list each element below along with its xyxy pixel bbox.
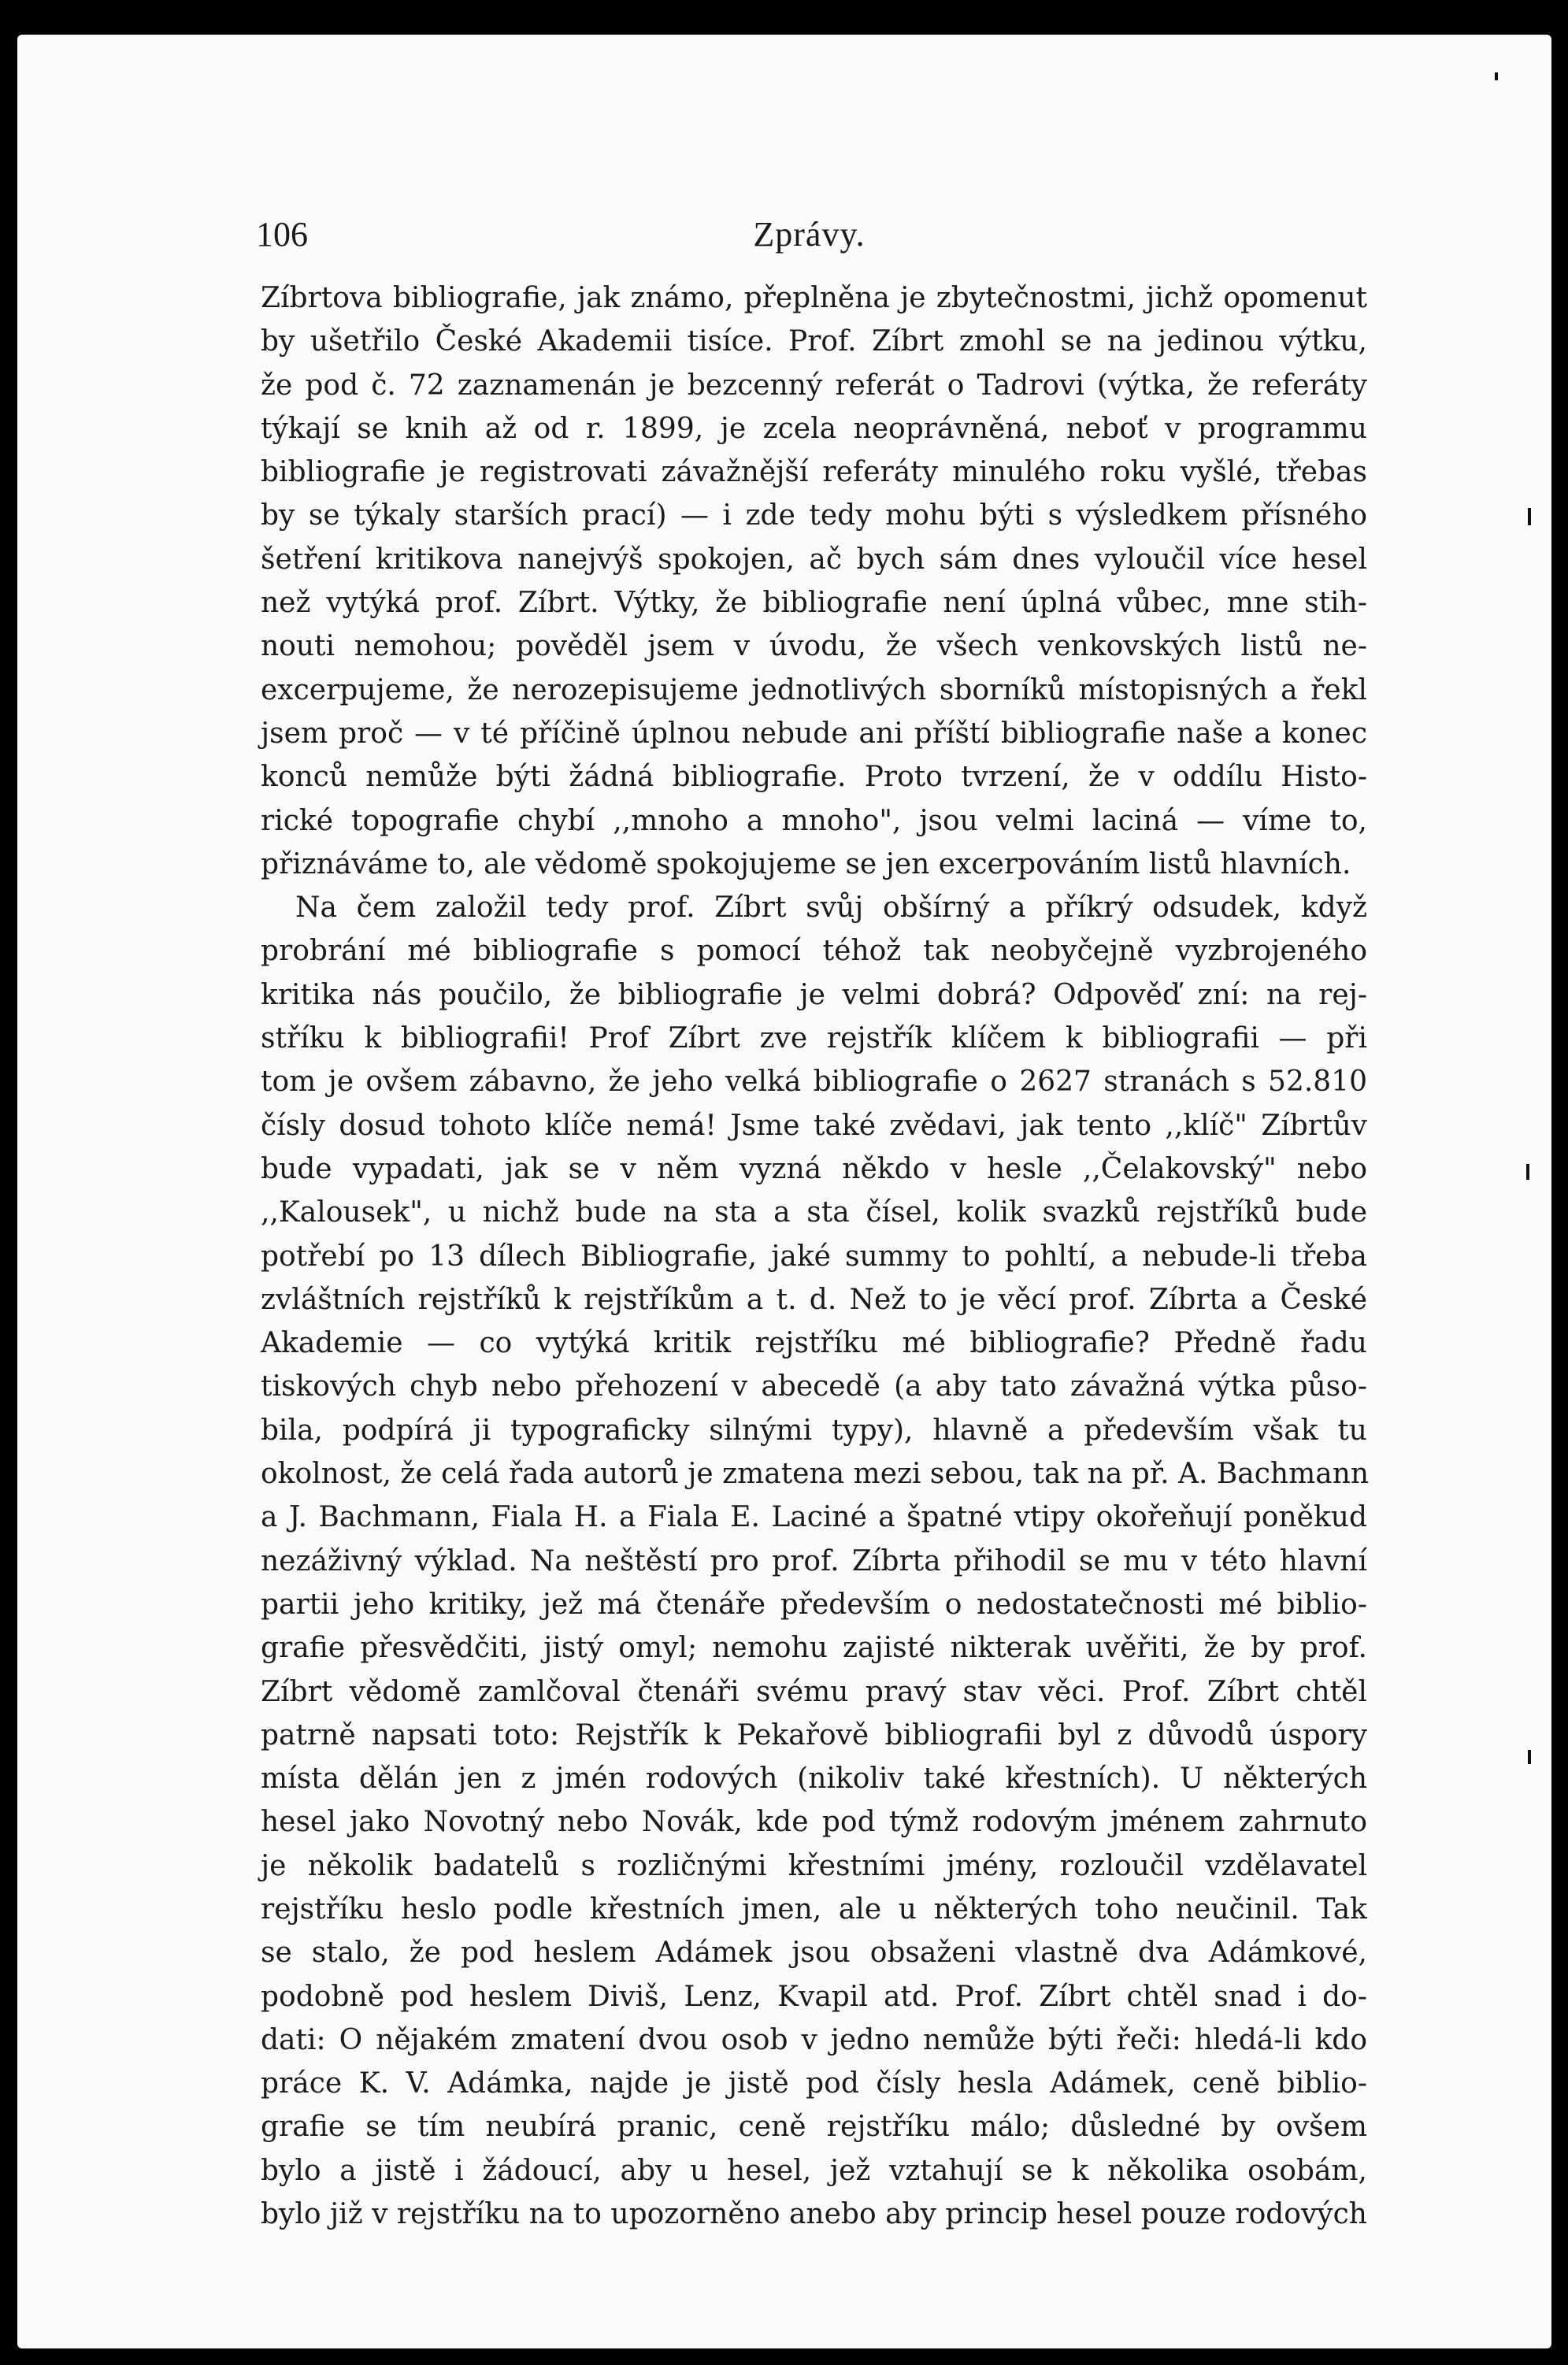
text-line: šetření kritikova nanejvýš spokojen, ač bych sám dnes vyloučil více hesel <box>261 543 1367 576</box>
text-line: grafie přesvědčiti, jistý omyl; nemohu zajisté nikterak uvěřiti, že by prof. <box>261 1632 1367 1665</box>
scan-mark <box>1495 72 1498 80</box>
body-text <box>261 276 1370 2236</box>
scan-mark <box>1526 1164 1529 1180</box>
text-line: probrání mé bibliografie s pomocí téhož tak neobyčejně vyzbrojeného <box>261 935 1367 968</box>
text-line: okolnost, že celá řada autorů je zmatena mezi sebou, tak na př. A. Bachmann <box>261 1458 1370 1491</box>
text-line: konců nemůže býti žádná bibliografie. Proto tvrzení, že v oddílu Histo- <box>261 761 1367 794</box>
text-line: hesel jako Novotný nebo Novák, kde pod týmž rodovým jménem zahrnuto <box>261 1806 1367 1839</box>
text-line: Akademie — co vytýká kritik rejstříku mé bibliografie? Předně řadu <box>261 1327 1367 1360</box>
text-line: grafie se tím neubírá pranic, ceně rejstříku málo; důsledné by ovšem <box>261 2111 1367 2144</box>
text-line: tom je ovšem zábavno, že jeho velká bibliografie o 2627 stranách s 52.810 <box>261 1066 1367 1099</box>
text-line: bila, podpírá ji typograficky silnými typy), hlavně a především však tu <box>261 1414 1367 1447</box>
text-line: by ušetřilo České Akademii tisíce. Prof. Zíbrt zmohl se na jedinou výtku, <box>261 325 1367 358</box>
text-line: než vytýká prof. Zíbrt. Výtky, že bibliografie není úplná vůbec, mne stih- <box>261 587 1367 620</box>
text-line: čísly dosud tohoto klíče nemá! Jsme také zvědavi, jak tento ,,klíč" Zíbrtův <box>261 1109 1367 1142</box>
text-line: bude vypadati, jak se v něm vyzná někdo v hesle ,,Čelakovský" nebo <box>261 1152 1367 1185</box>
text-line: práce K. V. Adámka, najde je jistě pod čísly hesla Adámek, ceně biblio- <box>261 2067 1367 2100</box>
text-line: Zíbrt vědomě zamlčoval čtenáři svému pravý stav věci. Prof. Zíbrt chtěl <box>261 1675 1367 1708</box>
text-line: rejstříku heslo podle křestních jmen, ale u některých toho neučinil. Tak <box>261 1892 1367 1926</box>
text-line: se stalo, že pod heslem Adámek jsou obsaženi vlastně dva Adámkové, <box>261 1937 1367 1970</box>
text-line: je několik badatelů s rozličnými křestními jmény, rozloučil vzdělavatel <box>261 1849 1367 1882</box>
text-line: týkají se knih až od r. 1899, je zcela neoprávněná, neboť v programmu <box>261 412 1367 445</box>
text-line: přiznáváme to, ale vědomě spokojujeme se jen excerpováním listů hlavních. <box>261 847 1351 880</box>
text-line: zvláštních rejstříků k rejstříkům a t. d. Než to je věcí prof. Zíbrta a České <box>261 1283 1367 1316</box>
text-line: dati: O nějakém zmatení dvou osob v jedno nemůže býti řeči: hledá-li kdo <box>261 2023 1367 2056</box>
text-line: a J. Bachmann, Fiala H. a Fiala E. Laciné a špatné vtipy okořeňují poněkud <box>261 1501 1367 1534</box>
text-line: partii jeho kritiky, jež má čtenáře především o nedostatečnosti mé biblio- <box>261 1588 1367 1621</box>
text-line: podobně pod heslem Diviš, Lenz, Kvapil atd. Prof. Zíbrt chtěl snad i do- <box>261 1980 1367 2013</box>
text-line: stříku k bibliografii! Prof Zíbrt zve rejstřík klíčem k bibliografii — při <box>261 1022 1367 1055</box>
text-line: bylo již v rejstříku na to upozorněno anebo aby princip hesel pouze rodových <box>261 2198 1367 2231</box>
text-line: tiskových chyb nebo přehození v abecedě (a aby tato závažná výtka půso- <box>261 1370 1367 1403</box>
text-line: místa dělán jen z jmén rodových (nikoliv také křestních). U některých <box>261 1763 1367 1796</box>
scan-mark <box>1528 508 1531 525</box>
text-line: by se týkaly starších prací) — i zde tedy mohu býti s výsledkem přísného <box>261 499 1367 532</box>
text-line: rické topografie chybí ,,mnoho a mnoho", jsou velmi laciná — víme to, <box>261 804 1367 837</box>
page-header <box>256 214 1362 261</box>
text-line: nouti nemohou; pověděl jsem v úvodu, že všech venkovských listů ne- <box>261 630 1367 663</box>
text-line: excerpujeme, že nerozepisujeme jednotlivých sborníků místopisných a řekl <box>261 673 1367 706</box>
text-line: nezáživný výklad. Na neštěstí pro prof. Zíbrta přihodil se mu v této hlavní <box>261 1544 1367 1577</box>
text-line: kritika nás poučilo, že bibliografie je velmi dobrá? Odpověď zní: na rej- <box>261 978 1367 1011</box>
text-line: Zíbrtova bibliografie, jak známo, přeplněna je zbytečnostmi, jichž opomenut <box>261 282 1367 314</box>
page-number: 106 <box>256 215 308 254</box>
text-line: bylo a jistě i žádoucí, aby u hesel, jež vztahují se k několika osobám, <box>261 2154 1367 2187</box>
text-line: jsem proč — v té příčině úplnou nebude ani příští bibliografie naše a konec <box>261 717 1367 750</box>
text-line: patrně napsati toto: Rejstřík k Pekařově bibliografii byl z důvodů úspory <box>261 1718 1367 1752</box>
text-line: že pod č. 72 zaznamenán je bezcenný referát o Tadrovi (výtka, že referáty <box>261 369 1367 402</box>
text-line: ,,Kalousek", u nichž bude na sta a sta čísel, kolik svazků rejstříků bude <box>261 1196 1367 1229</box>
text-line: Na čem založil tedy prof. Zíbrt svůj obšírný a příkrý odsudek, když <box>295 892 1367 925</box>
scan-mark <box>1528 1750 1531 1764</box>
text-line: potřebí po 13 dílech Bibliografie, jaké summy to pohltí, a nebude-li třeba <box>261 1240 1367 1273</box>
running-title: Zprávy. <box>753 215 866 254</box>
text-line: bibliografie je registrovati závažnější referáty minulého roku vyšlé, třebas <box>261 456 1367 489</box>
